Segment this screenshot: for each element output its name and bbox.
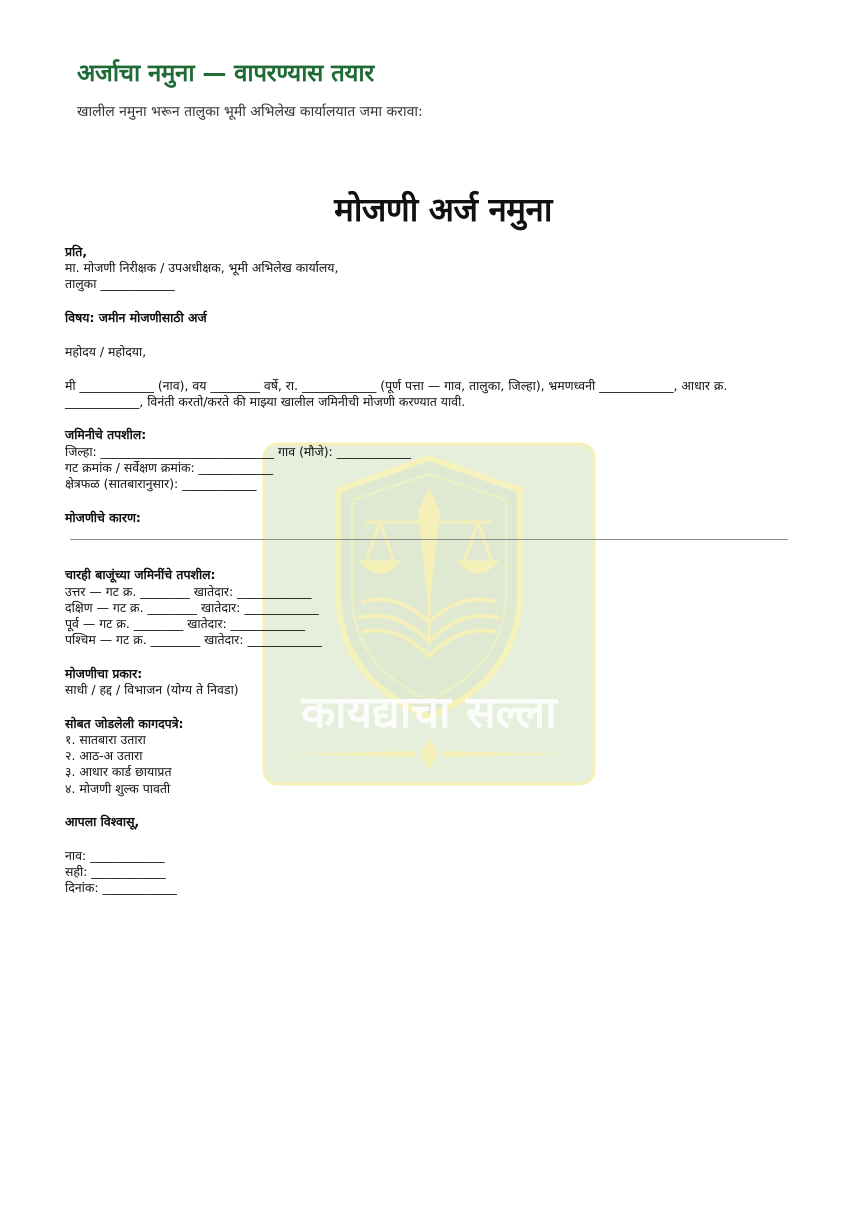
area-field: क्षेत्रफळ (सातबारानुसार): ____________ (65, 476, 257, 492)
documents-heading: सोबत जोडलेली कागदपत्रे: (65, 715, 184, 731)
addressee-office: मा. मोजणी निरीक्षक / उपअधीक्षक, भूमी अभिलेख कार्यालय, (65, 260, 339, 276)
survey-type-heading: मोजणीचा प्रकार: (65, 665, 143, 681)
neighbour-west: पश्चिम — गट क्र. ________ खातेदार: ____________ (65, 632, 322, 648)
addressee-taluka: तालुका ____________ (65, 276, 175, 292)
closing-line: आपला विश्वासू, (65, 814, 140, 830)
application-letter (65, 244, 785, 897)
land-details-heading: जमिनीचे तपशील: (65, 427, 147, 443)
neighbours-heading: चारही बाजूंच्या जमिनींचे तपशील: (65, 567, 216, 583)
neighbour-north: उत्तर — गट क्र. ________ खातेदार: ____________ (65, 583, 312, 599)
subject-line: विषय: जमीन मोजणीसाठी अर्ज (65, 310, 207, 326)
survey-type-options: साधी / हद्द / विभाजन (योग्य ते निवडा) (65, 682, 239, 698)
body-paragraph: मी ____________ (नाव), वय ________ वर्षे, रा. ____________ (पूर्ण पत्ता — गाव, तालुका, जिल्हा), भ्रमणध्वनी ____________, आधार क्र. ____________, विनंती करतो/करते की माझ्या खालील जमिनीची मोजणी करण्यात यावी. (65, 377, 728, 409)
addressee-label: प्रति, (65, 244, 88, 259)
document-item: ३. आधार कार्ड छायाप्रत (65, 764, 172, 780)
neighbour-east: पूर्व — गट क्र. ________ खातेदार: ____________ (65, 616, 305, 632)
reason-heading: मोजणीचे कारण: (65, 509, 141, 525)
name-field: नाव: ____________ (65, 848, 165, 864)
date-field: दिनांक: ____________ (65, 880, 177, 896)
watermark-text: कायद्याचा सल्ला (301, 687, 557, 738)
signature-field: सही: ____________ (65, 864, 166, 880)
page-heading: अर्जाचा नमुना — वापरण्यास तयार (77, 59, 374, 87)
document-item: २. आठ-अ उतारा (65, 748, 143, 764)
reason-blank-line (70, 526, 788, 540)
document-item: ४. मोजणी शुल्क पावती (65, 780, 171, 796)
form-title: मोजणी अर्ज नमुना (334, 190, 552, 229)
salutation: महोदय / महोदया, (65, 343, 147, 359)
survey-number-field: गट क्रमांक / सर्वेक्षण क्रमांक: ____________ (65, 459, 274, 475)
intro-text: खालील नमुना भरून तालुका भूमी अभिलेख कार्यालयात जमा करावा: (77, 104, 423, 120)
document-item: १. सातबारा उतारा (65, 732, 146, 748)
district-village-field: जिल्हा: ____________________________ गाव (मौजे): ____________ (65, 443, 412, 459)
neighbour-south: दक्षिण — गट क्र. ________ खातेदार: ____________ (65, 599, 319, 615)
